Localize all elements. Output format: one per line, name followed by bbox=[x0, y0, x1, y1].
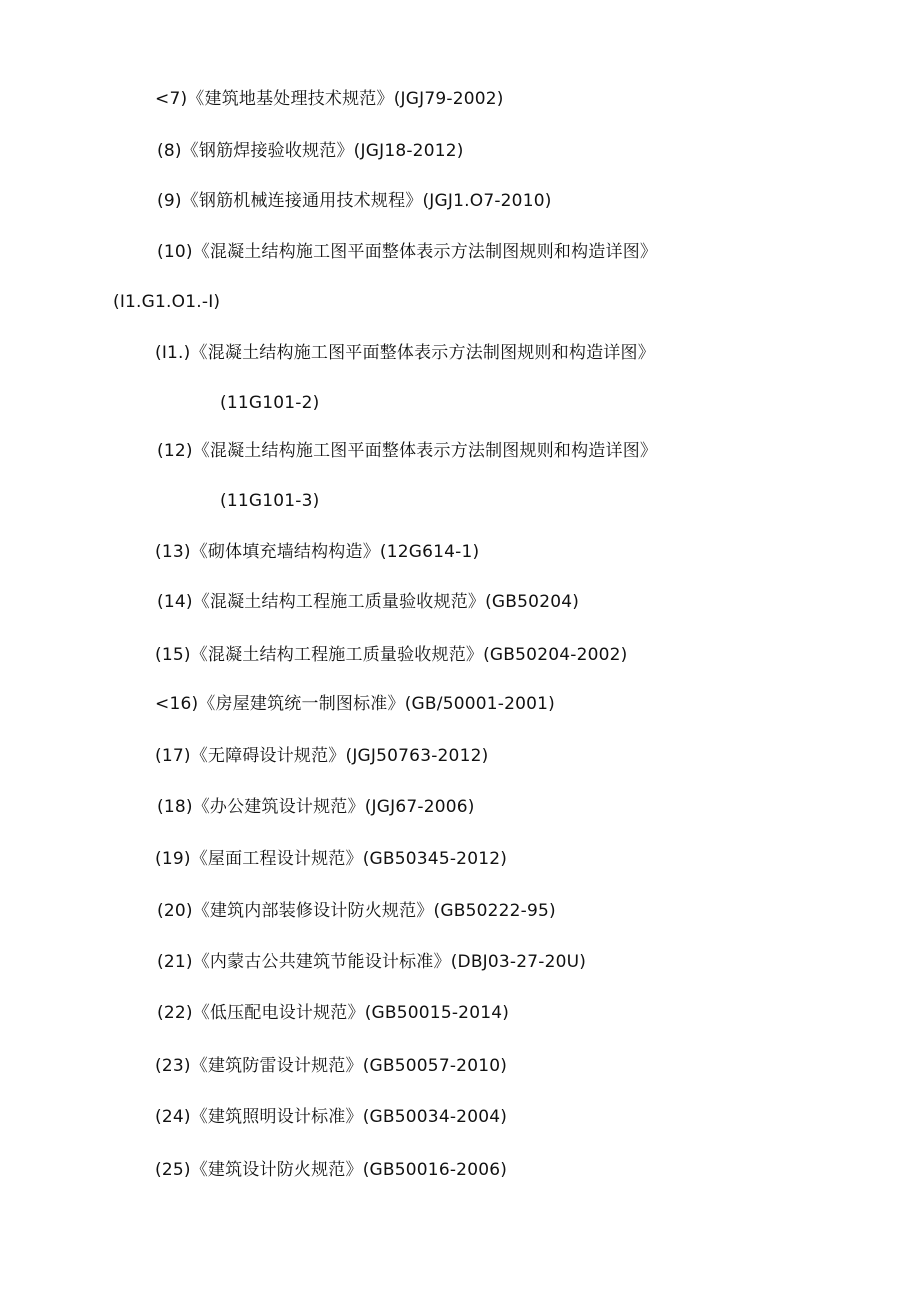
reference-item-10: (10)《混凝土结构施工图平面整体表示方法制图规则和构造详图》 bbox=[157, 242, 658, 262]
reference-item-13: (13)《砌体填充墙结构构造》(12G614-1) bbox=[155, 542, 480, 562]
reference-item-7: <7)《建筑地基处理技术规范》(JGJ79-2002) bbox=[155, 89, 504, 109]
reference-item-14: (14)《混凝土结构工程施工质量验收规范》(GB50204) bbox=[157, 592, 580, 612]
reference-item-8: (8)《钢筋焊接验收规范》(JGJ18-2012) bbox=[157, 141, 464, 161]
reference-item-16: <16)《房屋建筑统一制图标准》(GB/50001-2001) bbox=[155, 694, 556, 714]
reference-item-9: (9)《钢筋机械连接通用技术规程》(JGJ1.O7-2010) bbox=[157, 191, 552, 211]
reference-item-18: (18)《办公建筑设计规范》(JGJ67-2006) bbox=[157, 797, 475, 817]
reference-item-17: (17)《无障碍设计规范》(JGJ50763-2012) bbox=[155, 746, 489, 766]
reference-item-11-code: (11G101-2) bbox=[220, 393, 320, 413]
reference-item-19: (19)《屋面工程设计规范》(GB50345-2012) bbox=[155, 849, 508, 869]
reference-item-15: (15)《混凝土结构工程施工质量验收规范》(GB50204-2002) bbox=[155, 645, 628, 665]
reference-item-24: (24)《建筑照明设计标准》(GB50034-2004) bbox=[155, 1107, 508, 1127]
reference-item-21: (21)《内蒙古公共建筑节能设计标准》(DBJ03-27-20U) bbox=[157, 952, 587, 972]
reference-item-20: (20)《建筑内部装修设计防火规范》(GB50222-95) bbox=[157, 901, 556, 921]
reference-item-25: (25)《建筑设计防火规范》(GB50016-2006) bbox=[155, 1160, 508, 1180]
reference-item-12: (12)《混凝土结构施工图平面整体表示方法制图规则和构造详图》 bbox=[157, 441, 658, 461]
reference-item-12-code: (11G101-3) bbox=[220, 491, 320, 511]
reference-item-23: (23)《建筑防雷设计规范》(GB50057-2010) bbox=[155, 1056, 508, 1076]
reference-item-10-code: (I1.G1.O1.-I) bbox=[113, 292, 221, 312]
reference-item-22: (22)《低压配电设计规范》(GB50015-2014) bbox=[157, 1003, 510, 1023]
reference-item-11: (I1.)《混凝土结构施工图平面整体表示方法制图规则和构造详图》 bbox=[155, 343, 655, 363]
